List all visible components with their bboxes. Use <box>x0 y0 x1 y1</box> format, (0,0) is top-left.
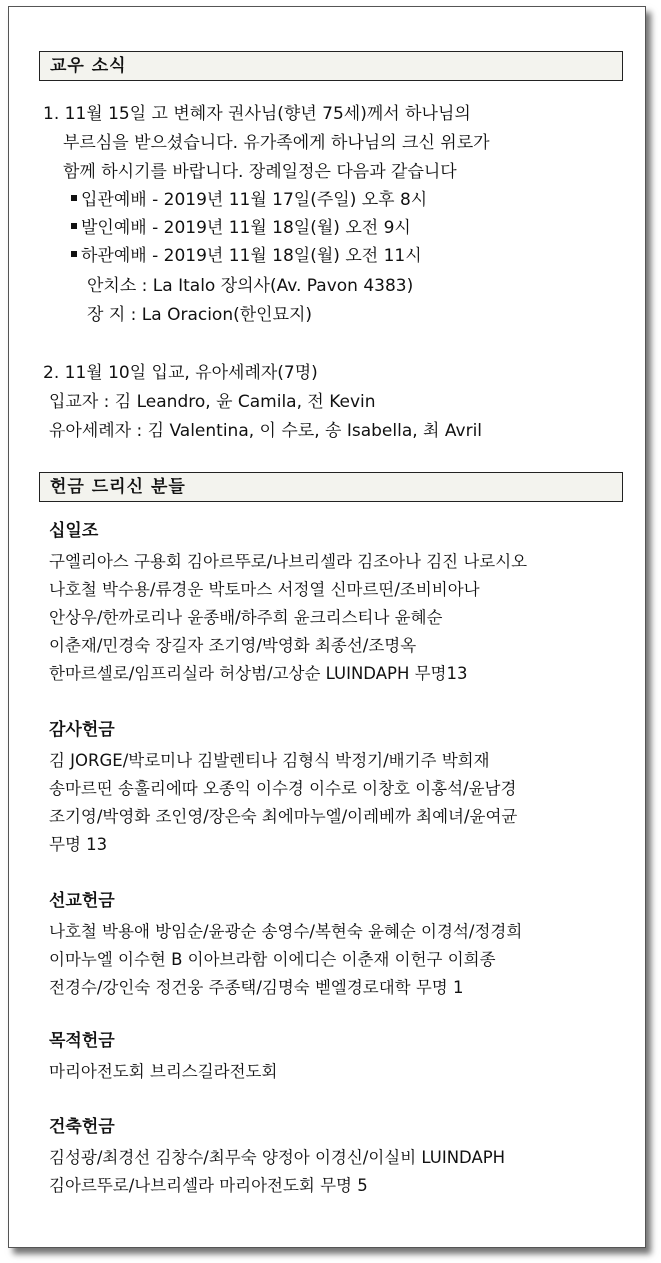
bullet-icon <box>71 251 77 257</box>
name-line: 이춘재/민경숙 장길자 조기영/박영화 최종선/조명옥 <box>49 636 417 655</box>
name-line: 한마르셀로/임프리실라 허상범/고상순 LUINDAPH 무명13 <box>49 664 468 683</box>
name-line: 전경수/강인숙 정건웅 주종택/김명숙 벧엘경로대학 무명 1 <box>49 978 464 997</box>
name-line: 이마누엘 이수현 B 이아브라함 이에디슨 이춘재 이헌구 이희종 <box>49 950 496 969</box>
service-text: 입관예배 - 2019년 11월 17일(주일) 오후 8시 <box>81 190 428 210</box>
service-item <box>71 188 427 212</box>
name-line: 안상우/한까로리나 윤종배/하주희 윤크리스티나 윤혜순 <box>49 608 443 627</box>
service-item <box>71 216 411 240</box>
service-text: 하관예배 - 2019년 11월 18일(월) 오전 11시 <box>81 246 422 266</box>
name-line: 나호철 박용애 방임순/윤광순 송영수/복현숙 윤혜순 이경석/정경희 <box>49 922 523 941</box>
purpose-title: 목적헌금 <box>49 1031 115 1051</box>
purpose-names <box>49 1058 277 1086</box>
offerings-header: 헌금 드리신 분들 <box>39 472 623 502</box>
name-line: 김 JORGE/박로미나 김발렌티나 김형식 박정기/배기주 박희재 <box>49 751 490 770</box>
name-line: 김성광/최경선 김창수/최무숙 양정아 이경신/이실비 LUINDAPH <box>49 1148 506 1167</box>
thanks-names <box>49 747 517 859</box>
building-names <box>49 1144 505 1200</box>
mortuary-line: 안치소 : La Italo 장의사(Av. Pavon 4383) <box>87 276 414 296</box>
mission-title: 선교헌금 <box>49 891 115 911</box>
news-item1-line1: 1. 11월 15일 고 변혜자 권사님(향년 75세)께서 하나님의 <box>43 104 471 124</box>
bullet-icon <box>71 195 77 201</box>
name-line: 무명 13 <box>49 835 108 854</box>
news-item1-line3: 함께 하시기를 바랍니다. 장례일정은 다음과 같습니다 <box>63 162 457 182</box>
news-item1-line2: 부르심을 받으셨습니다. 유가족에게 하나님의 크신 위로가 <box>63 133 490 153</box>
name-line: 김아르뚜로/나브리셀라 마리아전도회 무명 5 <box>49 1176 368 1195</box>
tithe-title: 십일조 <box>49 521 99 541</box>
name-line: 나호철 박수용/류경운 박토마스 서정열 신마르띤/조비비아나 <box>49 580 480 599</box>
name-line: 구엘리아스 구용회 김아르뚜로/나브리셀라 김조아나 김진 나로시오 <box>49 552 528 571</box>
news-header: 교우 소식 <box>39 51 623 81</box>
news-item2-line1: 2. 11월 10일 입교, 유아세례자(7명) <box>43 363 318 383</box>
name-line: 조기영/박영화 조인영/장은숙 최에마누엘/이레베까 최예녀/윤여균 <box>49 807 518 826</box>
thanks-title: 감사헌금 <box>49 720 115 740</box>
building-title: 건축헌금 <box>49 1117 115 1137</box>
bulletin-page <box>8 6 646 1248</box>
news-item2-line3: 유아세례자 : 김 Valentina, 이 수로, 송 Isabella, 최 Avril <box>49 421 483 441</box>
service-text: 발인예배 - 2019년 11월 18일(월) 오전 9시 <box>81 218 411 238</box>
bullet-icon <box>71 223 77 229</box>
mission-names <box>49 918 522 1002</box>
cemetery-line: 장 지 : La Oracion(한인묘지) <box>87 305 313 325</box>
tithe-names <box>49 548 527 688</box>
name-line: 송마르띤 송훌리에따 오종익 이수경 이수로 이창호 이홍석/윤남경 <box>49 779 517 798</box>
service-item <box>71 244 422 268</box>
name-line: 마리아전도회 브리스길라전도회 <box>49 1062 278 1081</box>
news-item2-line2: 입교자 : 김 Leandro, 윤 Camila, 전 Kevin <box>49 392 376 412</box>
